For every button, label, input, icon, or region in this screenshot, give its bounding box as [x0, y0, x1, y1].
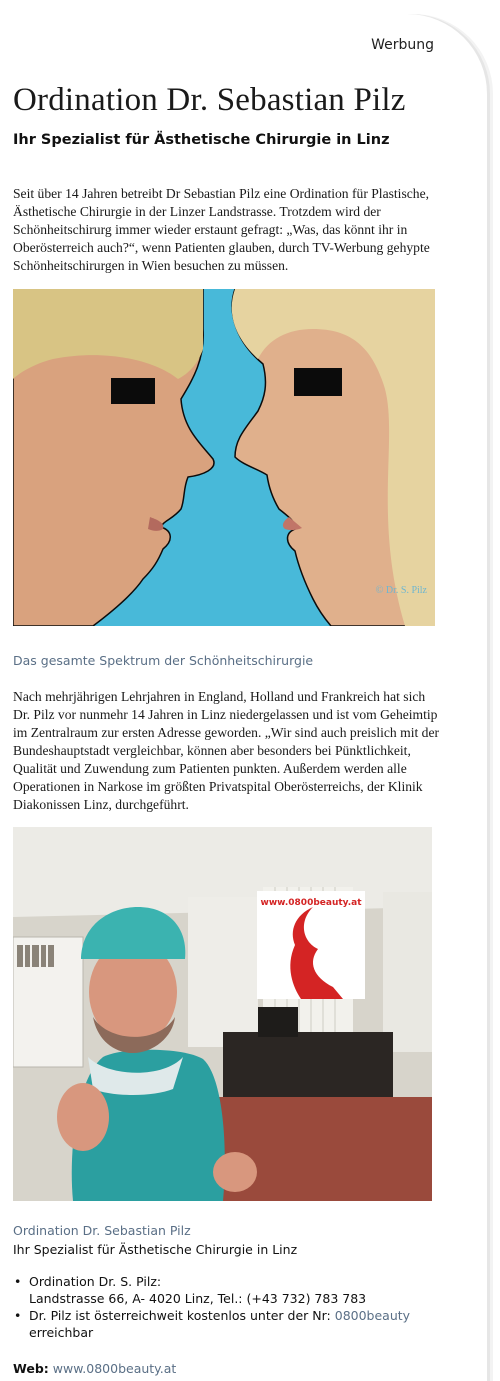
web-label: Web: — [13, 1361, 49, 1376]
photo-credit: © Dr. S. Pilz — [375, 585, 427, 596]
hotline-end: erreichbar — [29, 1324, 94, 1340]
intro-paragraph: Seit über 14 Jahren betreibt Dr Sebastian Pilz eine Ordination für Plastische, Ästhetische Chirurgie in der Linzer Landstrasse. Trotzdem wird der Schönheitschirurg immer wieder erstaunt gefragt: „Was, das könnt ihr in Oberösterreich auch?“, wenn Patienten glauben, durch TV-Werbung gehypte Schönheitschirurgen in Wien besuchen zu müssen. — [13, 186, 430, 273]
page-title: Ordination Dr. Sebastian Pilz — [13, 82, 406, 118]
contact-list — [13, 1274, 443, 1342]
web-line — [13, 1361, 176, 1376]
doctor-office-photo — [13, 827, 432, 1201]
footer-subtitle: Ihr Spezialist für Ästhetische Chirurgie in Linz — [13, 1242, 298, 1257]
footer-practice-name: Ordination Dr. Sebastian Pilz — [13, 1223, 191, 1238]
hotline-text: Dr. Pilz ist österreichweit kostenlos unter der Nr: — [29, 1308, 331, 1323]
before-after-profile-photo — [13, 289, 435, 626]
contact-address: Landstrasse 66, A- 4020 Linz, Tel.: (+43 732) 783 783 — [29, 1290, 367, 1306]
poster-text: www.0800beauty.at — [260, 898, 362, 908]
bullet-icon: • — [14, 1308, 22, 1323]
list-item — [13, 1308, 443, 1341]
web-link[interactable]: www.0800beauty.at — [52, 1361, 177, 1376]
page-subtitle: Ihr Spezialist für Ästhetische Chirurgie in Linz — [13, 132, 390, 148]
body-paragraph: Nach mehrjährigen Lehrjahren in England, Holland und Frankreich hat sich Dr. Pilz vor nunmehr 14 Jahren in Linz niedergelassen und ist vom Geheimtip im Zentralraum zur ersten Adresse geworden. „Wir sind auch preislich mit der Bundeshauptstadt vergleichbar, können aber besonders bei Pünktlichkeit, Qualität und Zuwendung zum Patienten punkten. Außerdem werden alle Operationen in Narkose im größten Privatspital Oberösterreichs, der Klinik Diakonissen Linz, durchgeführt. — [13, 689, 439, 812]
bullet-icon: • — [14, 1274, 22, 1289]
contact-address-label: Ordination Dr. S. Pilz: — [29, 1274, 162, 1289]
hotline-number: 0800beauty — [334, 1308, 411, 1323]
profile-illustration — [13, 289, 435, 626]
section-heading: Das gesamte Spektrum der Schönheitschirurgie — [13, 653, 314, 668]
list-item — [13, 1274, 443, 1307]
advertisement-label: Werbung — [371, 37, 434, 53]
office-illustration — [13, 827, 432, 1201]
